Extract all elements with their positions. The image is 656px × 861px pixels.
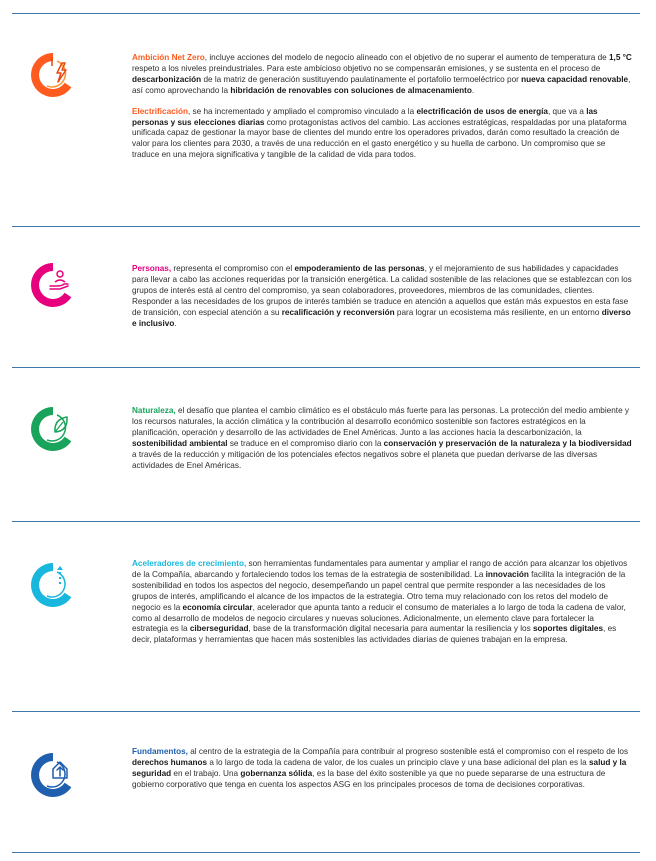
bold-phrase: salud y la seguridad (132, 757, 627, 778)
section-text (132, 53, 632, 171)
text-run: representa el compromiso con el (171, 264, 295, 273)
bold-phrase: nueva capacidad renovable (521, 74, 629, 84)
section-heading: Ambición Net Zero (132, 53, 205, 62)
text-run: , y el mejoramiento de sus habilidades y capacidades para llevar a cabo las acciones requeridas por la transición energética. La calidad sostenible de las relaciones que se establezcan con los grupos de interés está al centro del compromiso, ya sean colaboradores, proveedores, miembros de las comunidades, clientes. Responder a las necesidades de los grupos de interés también se traduce en atención a aquellos que están más expuestos en esta fase de transición, con especial atención a su (132, 264, 632, 317)
bold-phrase: derechos humanos (132, 757, 208, 767)
section-text (132, 747, 632, 801)
text-run: para lograr un ecosistema más resiliente, en un entorno (394, 307, 602, 317)
divider (12, 711, 640, 712)
bold-phrase: recalificación y reconversión (281, 307, 395, 317)
text-run: a través de la reducción y mitigación de los potenciales efectos negativos sobre el planeta que puedan derivarse de las diversas actividades de Enel Américas. (132, 449, 598, 470)
text-run: son herramientas fundamentales para aumentar y ampliar el rango de acción para alcanzar los objetivos de la Compañía, abarcando y fortaleciendo todos los temas de la estrategia de sostenibilidad. La (132, 559, 628, 579)
divider (12, 226, 640, 227)
text-run: en el trabajo. Una (171, 768, 241, 778)
bold-phrase: soportes digitales (532, 624, 604, 634)
section-text (132, 559, 632, 656)
divider (12, 367, 640, 368)
leaf-icon (30, 406, 76, 452)
text-run: , se ha incrementado y ampliado el compromiso vinculado a la (187, 106, 417, 116)
divider (12, 13, 640, 14)
bold-phrase: hibridación de renovables con soluciones de almacenamiento (230, 85, 472, 95)
text-run: a lo largo de toda la cadena de valor, de los cuales un principio clave y una base adicional del plan es la (207, 757, 589, 767)
text-run: . (471, 85, 475, 95)
paragraph (132, 53, 632, 97)
bold-phrase: sostenibilidad ambiental (132, 438, 228, 448)
section-text (132, 406, 632, 481)
section-heading: Electrificación (132, 106, 188, 116)
text-run: , base de la transformación digital necesaria para aumentar la resiliencia y los (248, 624, 533, 634)
text-run: , acelerador que apunta tanto a reducir el consumo de materiales a lo largo de toda la cadena de valor, como al desarrollo de modelos de negocio circulares y nuevas soluciones. Adicionalmente, un elemento clave para fortalecer la estrategia es la (132, 602, 626, 634)
bold-phrase: conservación y preservación de la naturaleza y la biodiversidad (383, 438, 632, 448)
paragraph (132, 264, 632, 329)
paragraph (132, 559, 632, 646)
text-run: de la matriz de generación sustituyendo paulatinamente el portafolio termoeléctrico por (201, 74, 522, 84)
text-run: , incluye acciones del modelo de negocio alineado con el objetivo de no superar el aumento de temperatura de (204, 53, 609, 62)
bold-phrase: gobernanza sólida (240, 768, 313, 778)
bold-phrase: electrificación de usos de energía (416, 106, 548, 116)
text-run: , es la base del éxito sostenible ya que no puede separarse de una estructura de gobierno corporativo que tenga en cuenta los aspectos ASG en los principales procesos de toma de decisiones corporativas. (132, 768, 606, 789)
paragraph (132, 747, 632, 791)
text-run: , es decir, plataformas y herramientas que hacen más sostenibles las actividades diarias de quienes trabajan en la empresa. (132, 624, 617, 645)
bold-phrase: economía circular (182, 602, 253, 612)
lightning-bolt-icon (30, 52, 76, 98)
text-run: el desafío que plantea el cambio climático es el obstáculo más fuerte para las personas. La protección del medio ambiente y los recursos naturales, la acción climática y la contribución al desarrollo económico sostenible son factores estratégicos en la planificación, operación y desarrollo de las actividades de Enel Américas. Junto a las acciones hacia la descarbonización, la (132, 406, 629, 437)
paragraph (132, 107, 632, 162)
section-text (132, 264, 632, 339)
section-heading: Fundamentos, (132, 747, 188, 756)
divider (12, 852, 640, 853)
section-heading: Personas, (132, 264, 172, 273)
text-run: se traduce en el compromiso diario con la (227, 438, 384, 448)
divider (12, 521, 640, 522)
bold-phrase: innovación (485, 569, 529, 579)
bold-phrase: 1,5 °C (608, 53, 632, 62)
text-run: respeto a los niveles preindustriales. Para este ambicioso objetivo no se compensarán emisiones, y se sustenta en el proceso de (132, 63, 601, 73)
bold-phrase: las personas y sus elecciones diarias (132, 106, 598, 127)
text-run: , que va a (547, 106, 587, 116)
text-run: , así como aprovechando la (132, 74, 631, 95)
bold-phrase: ciberseguridad (189, 624, 249, 634)
bold-phrase: empoderamiento de las personas (294, 264, 425, 273)
house-arrow-icon (30, 752, 76, 798)
text-run: . (174, 318, 177, 328)
text-run: facilita la integración de la sostenibilidad en todos los aspectos del negocio, desempeñando un papel central que permite responder a las necesidades de los grupos de interés, amplificando el alcance de los impactos de la estrategia. Otro tema muy relacionado con los retos del modelo de negocio es la (132, 569, 626, 612)
text-run: como protagonistas activos del cambio. Las acciones estratégicas, respaldadas por una plataforma unificada capaz de gestionar la mayor base de clientes del mundo entre los operadores privados, darán como resultado la creación de valor para los clientes para 2030, a través de una reducción en el gasto energético y su huella de carbono. Un compromiso que se traduce en una mejora significativa y tangible de la calidad de vida para todos. (132, 117, 627, 160)
section-heading: Naturaleza, (132, 406, 176, 415)
bold-phrase: diverso e inclusivo (132, 307, 631, 328)
hand-person-icon (30, 262, 76, 308)
text-run: al centro de la estrategia de la Compañía para contribuir al progreso sostenible está el compromiso con el respeto de los (187, 747, 629, 756)
bold-phrase: descarbonización (132, 74, 202, 84)
paragraph (132, 406, 632, 471)
upward-arrows-icon (30, 562, 76, 608)
section-heading: Aceleradores de crecimiento, (132, 559, 247, 568)
